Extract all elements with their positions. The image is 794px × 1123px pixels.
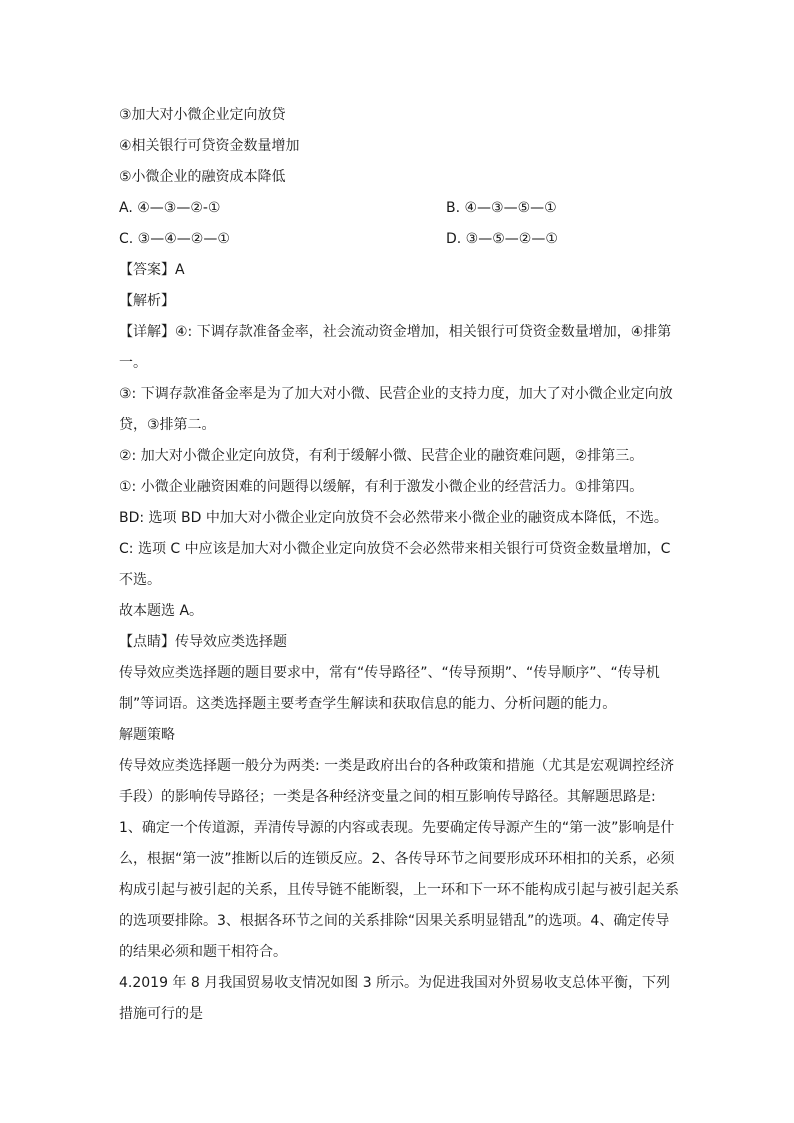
options-row-ab (119, 193, 679, 224)
next-question: 4.2019 年 8 月我国贸易收支情况如图 3 所示。为促进我国对外贸易收支总体平衡，下列措施可行的是 (119, 975, 671, 1022)
item-5: ⑤小微企业的融资成本降低 (119, 169, 286, 185)
options-row-cd (119, 224, 679, 255)
option-d: D. ③—⑤—②—① (446, 231, 558, 247)
explanation-paragraph-6: C: 选项 C 中应该是加大对小微企业定向放贷不会必然带来相关银行可贷资金数量增加，C 不选。 (119, 541, 671, 588)
document-content (119, 100, 679, 1030)
tip-paragraph-1: 传导效应类选择题的题目要求中，常有“传导路径”、“传导预期”、“传导顺序”、“传导机制”等词语。这类选择题主要考查学生解读和获取信息的能力、分析问题的能力。 (119, 665, 660, 712)
explanation-conclusion: 故本题选 A。 (119, 603, 204, 619)
option-a: A. ④—③—②-① (119, 200, 221, 216)
option-c: C. ③—④—②—① (119, 231, 230, 247)
explanation-paragraph-5: BD: 选项 BD 中加大对小微企业定向放贷不会必然带来小微企业的融资成本降低，不选。 (119, 510, 668, 526)
analysis-heading: 【解析】 (119, 293, 175, 309)
explanation-paragraph-2: ③: 下调存款准备金率是为了加大对小微、民营企业的支持力度，加大了对小微企业定向放贷，③排第二。 (119, 386, 673, 433)
tip-heading: 【点睛】传导效应类选择题 (119, 634, 287, 650)
item-3: ③加大对小微企业定向放贷 (119, 107, 286, 123)
strategy-heading: 解题策略 (119, 727, 175, 743)
explanation-paragraph-3: ②: 加大对小微企业定向放贷，有利于缓解小微、民营企业的融资难问题，②排第三。 (119, 448, 644, 464)
answer: 【答案】A (119, 262, 185, 278)
explanation-paragraph-1: 【详解】④: 下调存款准备金率，社会流动资金增加，相关银行可贷资金数量增加，④排第一。 (119, 324, 672, 371)
explanation-paragraph-4: ①: 小微企业融资困难的问题得以缓解，有利于激发小微企业的经营活力。①排第四。 (119, 479, 644, 495)
item-4: ④相关银行可贷资金数量增加 (119, 138, 300, 154)
option-b: B. ④—③—⑤—① (446, 200, 557, 216)
tip-paragraph-2: 传导效应类选择题一般分为两类: 一类是政府出台的各种政策和措施（尤其是宏观调控经济手段）的影响传导路径；一类是各种经济变量之间的相互影响传导路径。其解题思路是: 1、确定一个传道源，弄清传导源的内容或表现。先要确定传导源产生的“第一波”影响是什么，根据“第一波”推断以后的连锁反应。2、各传导环节之间要形成环环相扣的关系，必须构成引起与被引起的关系，且传导链不能断裂，上一环和下一环不能构成引起与被引起关系的选项要排除。3、根据各环节之间的关系排除“因果关系明显错乱”的选项。4、确定传导的结果必须和题干相符合。 (119, 758, 679, 960)
